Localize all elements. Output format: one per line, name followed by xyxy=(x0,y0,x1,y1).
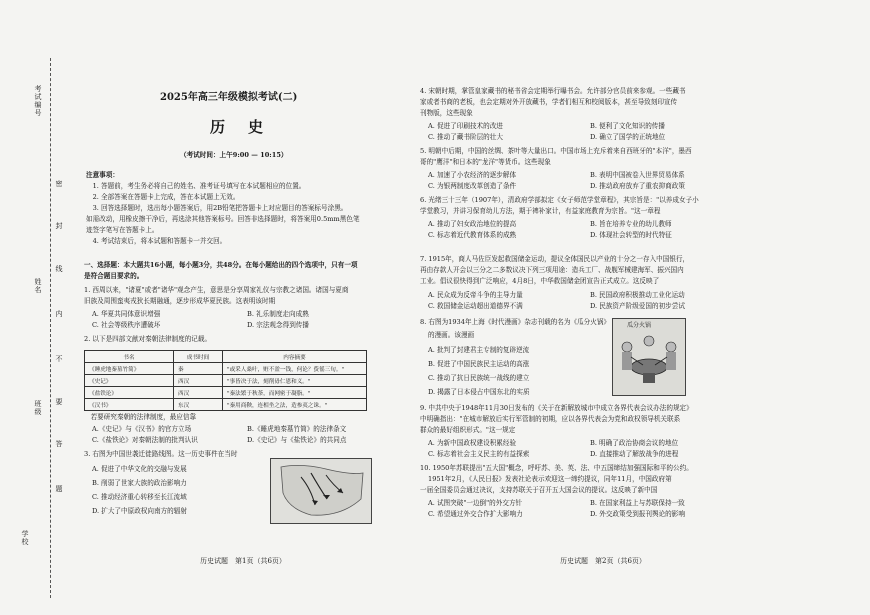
q9-option-a[interactable]: A. 为新中国政权建设积累经验 xyxy=(428,439,517,447)
table-row xyxy=(85,387,367,399)
notes-heading: 注意事项： xyxy=(86,171,119,179)
table-cell: 东汉 xyxy=(174,399,223,411)
q9-stem: 9. 中共中央于1948年11月30日发布的《关于在新解放城市中成立各界代表会议办法的规定》 xyxy=(420,404,693,412)
q1-option-d[interactable]: D. 宗法观念得到传播 xyxy=(247,321,309,329)
q8-stem-cont: 的漫画。该漫画 xyxy=(428,331,475,339)
literature-table xyxy=(84,350,367,411)
q5-option-d[interactable]: D. 推动政府放弃了重农抑商政策 xyxy=(590,182,685,190)
q2-options-row xyxy=(92,435,402,445)
page-footer-left: 历史试题 第1页（共6页） xyxy=(200,557,286,565)
q2-stem: 2. 以下是四部文献对秦朝法律制度的记载。 xyxy=(84,335,212,343)
note-line: 4. 考试结束后，将本试题和答题卡一并交回。 xyxy=(86,237,227,245)
q10-stem: 一届全国委员会通过决议，支持苏联关于召开五大国会议的提议。这反映了新中国 xyxy=(420,486,658,494)
table-cell: 《睡虎地秦墓竹简》 xyxy=(85,363,174,375)
q3-stem: 3. 右图为中国世袭迁徙路线图。这一历史事件在当时 xyxy=(84,450,238,458)
q4-stem: 4. 宋朝时期，掌管皇家藏书的秘书省会定期举行曝书会。允许部分官员前来参观。一些藏书 xyxy=(420,87,686,95)
table-cell: 西汉 xyxy=(174,387,223,399)
q4-stem: 家或者书商的老板，也会定期对外开放藏书，学者们相互和校阅版本，甚至导致刻印宣传 xyxy=(420,98,678,106)
q6-option-d[interactable]: D. 体现社会转型的时代特征 xyxy=(590,231,672,239)
q9-option-c[interactable]: C. 标志着社会主义民主的有益探索 xyxy=(428,450,530,458)
table-header: 内容摘要 xyxy=(223,351,367,363)
q4-option-a[interactable]: A. 促进了印刷技术的改进 xyxy=(428,122,503,130)
q10-options-row xyxy=(428,509,745,519)
q6-option-b[interactable]: B. 旨在培养专业的幼儿教师 xyxy=(590,220,672,228)
q7-option-a[interactable]: A. 民众成为反帝斗争的主导力量 xyxy=(428,291,523,299)
q6-option-a[interactable]: A. 推动了妇女政治地位的提高 xyxy=(428,220,517,228)
q5-stem: 5. 明朝中后期，中国的丝绸、茶叶等大量出口。中国市场上充斥着来自西班牙的"本洋"，墨西 xyxy=(420,147,692,155)
q1-option-b[interactable]: B. 礼乐制度走向成熟 xyxy=(247,310,309,318)
q1-option-c[interactable]: C. 社会等级秩序遭破坏 xyxy=(92,321,161,329)
q10-option-d[interactable]: D. 外交政策受到报刊舆论的影响 xyxy=(590,510,685,518)
seal-line xyxy=(50,58,51,598)
q7-options-row xyxy=(428,301,745,311)
q4-stem: 刊物版，这些现象 xyxy=(420,109,473,117)
q8-option-b[interactable]: B. 促进了中国民族民主运动的高涨 xyxy=(428,360,530,368)
q2-option-c[interactable]: C.《盐铁论》对秦朝法制的批判认识 xyxy=(92,436,198,444)
q10-option-a[interactable]: A. 试图突破"一边倒"的外交方针 xyxy=(428,499,523,507)
map-image xyxy=(271,459,371,523)
seal-word: 不 xyxy=(55,355,63,363)
table-row xyxy=(85,363,367,375)
note-line: 1. 答题前，考生务必将自己的姓名、准考证号填写在本试题相应的位置。 xyxy=(86,182,306,190)
q10-options-row xyxy=(428,498,745,508)
table-cell: "秦用商鞅，连相坐之法，造参夷之诛。" xyxy=(223,399,367,411)
school-label: 学校 xyxy=(21,530,29,546)
q10-stem: 1951年2月，《人民日报》发表社论表示欢迎这一缔约提议，同年11月，中国政府第 xyxy=(428,475,672,483)
seal-word: 内 xyxy=(55,310,63,318)
q4-option-b[interactable]: B. 便利了文化知识的传播 xyxy=(590,122,665,130)
q10-option-b[interactable]: B. 在国家利益上与苏联保持一致 xyxy=(590,499,685,507)
q9-stem: 群众的最好组织形式。"这一规定 xyxy=(420,426,516,434)
q4-options-row xyxy=(428,121,745,131)
exam-no-label: 考试编号 xyxy=(34,85,42,117)
q4-option-d[interactable]: D. 确立了国学的正统地位 xyxy=(590,133,666,141)
note-line: 3. 回答选择题时，选出每小题答案后，用2B铅笔把答题卡上对应题目的答案标号涂黑。 xyxy=(86,204,348,212)
exam-time: （考试时间：上午9:00 — 10:15） xyxy=(180,151,288,159)
q5-option-a[interactable]: A. 加速了小农经济的逐步解体 xyxy=(428,171,517,179)
q10-stem: 10. 1950年苏联提出"五大国"概念，呼吁苏、美、英、法、中五国缔结加强国际和平的公约。 xyxy=(420,464,693,472)
q10-option-c[interactable]: C. 希望通过外交合作扩大影响力 xyxy=(428,510,523,518)
note-line: 2. 全部答案在答题卡上完成，答在本试题上无效。 xyxy=(86,193,240,201)
q1-stem: 旧族及周围蛮夷戎狄长期融通，逐步形成华夏民族。这表明该时期 xyxy=(84,297,276,305)
note-line: 迹签字笔写在答题卡上。 xyxy=(86,226,159,234)
table-header: 书名 xyxy=(85,351,174,363)
q7-option-c[interactable]: C. 救国储金运动超出道德界不满 xyxy=(428,302,523,310)
q3-option-b[interactable]: B. 削弱了世家大族的政治影响力 xyxy=(92,479,187,487)
table-header: 成书时间 xyxy=(174,351,223,363)
seal-word: 题 xyxy=(55,485,63,493)
migration-map xyxy=(270,458,372,524)
table-cell: 秦 xyxy=(174,363,223,375)
q6-options-row xyxy=(428,230,745,240)
q7-stem: 工业。倡议很快得到广泛响应，4月8日，中华救国储金团宣告正式成立。这反映了 xyxy=(420,277,660,285)
q1-options-row xyxy=(92,320,402,330)
q7-option-d[interactable]: D. 民族资产阶级爱国的初步尝试 xyxy=(590,302,685,310)
q7-stem: 再由存款人开会以三分之二多数议决下列三项用途：造兵工厂、战舰军械建海军、振兴国内 xyxy=(420,266,684,274)
q1-option-a[interactable]: A. 华夏共同体意识增强 xyxy=(92,310,161,318)
q3-option-a[interactable]: A. 促进了中华文化的交融与发展 xyxy=(92,465,187,473)
q9-options-row xyxy=(428,449,745,459)
table-row xyxy=(85,375,367,387)
subject-title: 历 史 xyxy=(210,118,268,136)
q6-stem: 6. 光绪三十三年（1907年），清政府学部拟定《女子师范学堂章程》，其宗旨是："以养成女子小 xyxy=(420,196,699,204)
table-cell: 《史记》 xyxy=(85,375,174,387)
q5-stem: 哥的"鹰洋"和日本的"龙洋"等货币。这些现象 xyxy=(420,158,551,166)
table-header-row xyxy=(85,351,367,363)
cartoon-caption: 瓜分火锅 xyxy=(627,322,652,329)
section-heading-cont: 是符合题目要求的。 xyxy=(84,272,144,280)
q9-option-d[interactable]: D. 直接推动了解放战争的进程 xyxy=(590,450,679,458)
table-cell: 西汉 xyxy=(174,375,223,387)
exam-title: 2025年高三年级模拟考试(二) xyxy=(160,92,298,103)
q4-options-row xyxy=(428,132,745,142)
q2-option-a[interactable]: A.《史记》与《汉书》的官方立场 xyxy=(92,425,192,433)
q5-options-row xyxy=(428,170,745,180)
q8-option-c[interactable]: C. 推动了抗日民族统一战线的建立 xyxy=(428,374,530,382)
q2-option-b[interactable]: B.《睡虎地秦墓竹简》的法律条文 xyxy=(247,425,347,433)
q4-option-c[interactable]: C. 推动了藏书阶层的壮大 xyxy=(428,133,503,141)
q7-option-b[interactable]: B. 民国政府积极推动工业化运动 xyxy=(590,291,685,299)
q3-option-c[interactable]: C. 推动经济重心转移至长江流域 xyxy=(92,493,187,501)
q6-options-row xyxy=(428,219,745,229)
q3-option-d[interactable]: D. 扩大了中原政权向南方的辐射 xyxy=(92,507,187,515)
cartoon-image xyxy=(612,318,686,396)
seal-word: 封 xyxy=(55,222,63,230)
q5-options-row xyxy=(428,181,745,191)
q2-after: 若要研究秦朝的法律制度，最应信靠 xyxy=(84,413,197,421)
seal-word: 密 xyxy=(55,180,63,188)
section-heading: 一、选择题：本大题共16小题，每小题3分，共48分。在每小题给出的四个选项中，只有一项 xyxy=(84,261,358,269)
seal-word: 要 xyxy=(55,398,63,406)
q6-stem: 学堂教习，并讲习保育幼儿方法，期于裨补家计，有益家庭教育为宗旨。"这一章程 xyxy=(420,207,661,215)
page-footer-right: 历史试题 第2页（共6页） xyxy=(560,557,646,565)
q1-stem: 1. 西周以来，"诸夏"或者"诸华"观念产生，意思是分享周家礼仪与宗教之诸国。诸国与夏商 xyxy=(84,286,349,294)
note-line: 如需改动，用橡皮擦干净后，再选涂其他答案标号。回答非选择题时，将答案用0.5mm黑色笔 xyxy=(86,215,360,223)
q5-option-c[interactable]: C. 为银两制度改革创造了条件 xyxy=(428,182,517,190)
table-cell: "事皆决于法，刻削毋仁恩和义。" xyxy=(223,375,367,387)
q7-stem: 7. 1915年，商人马佐臣发起救国储金运动，提议全体国民以产业的十分之一存入中国银行， xyxy=(420,255,690,263)
q5-option-b[interactable]: B. 表明中国被卷入世界贸易体系 xyxy=(590,171,685,179)
q8-stem: 8. 右图为1934年上海《时代漫画》杂志刊载的名为《瓜分火锅》 xyxy=(420,318,611,326)
q7-options-row xyxy=(428,290,745,300)
q6-option-c[interactable]: C. 标志着近代教育体系的成熟 xyxy=(428,231,517,239)
name-label: 姓名 xyxy=(34,278,42,294)
q8-option-a[interactable]: A. 批判了封建君主专制的复辟逆流 xyxy=(428,346,530,354)
table-cell: 《盐铁论》 xyxy=(85,387,174,399)
q9-stem: 中明确指出："在城市解放后实行军管制的初期，应以各界代表会为党和政权领导机关联系 xyxy=(420,415,681,423)
q9-option-b[interactable]: B. 明确了政治协商会议的地位 xyxy=(590,439,679,447)
table-cell: "或采人桑叶，赃不盈一钱，何论？赀徭三旬。" xyxy=(223,363,367,375)
q1-options-row xyxy=(92,309,402,319)
seal-word: 线 xyxy=(55,265,63,273)
class-label: 班级 xyxy=(34,400,42,416)
table-cell: 《汉书》 xyxy=(85,399,174,411)
q2-options-row xyxy=(92,424,402,434)
table-row xyxy=(85,399,367,411)
table-cell: "秦法繁于秋荼，而网密于凝脂。" xyxy=(223,387,367,399)
q2-option-d[interactable]: D.《史记》与《盐铁论》的共同点 xyxy=(247,436,347,444)
seal-word: 答 xyxy=(55,440,63,448)
q9-options-row xyxy=(428,438,745,448)
q8-option-d[interactable]: D. 揭露了日本侵占中国东北的实质 xyxy=(428,388,530,396)
